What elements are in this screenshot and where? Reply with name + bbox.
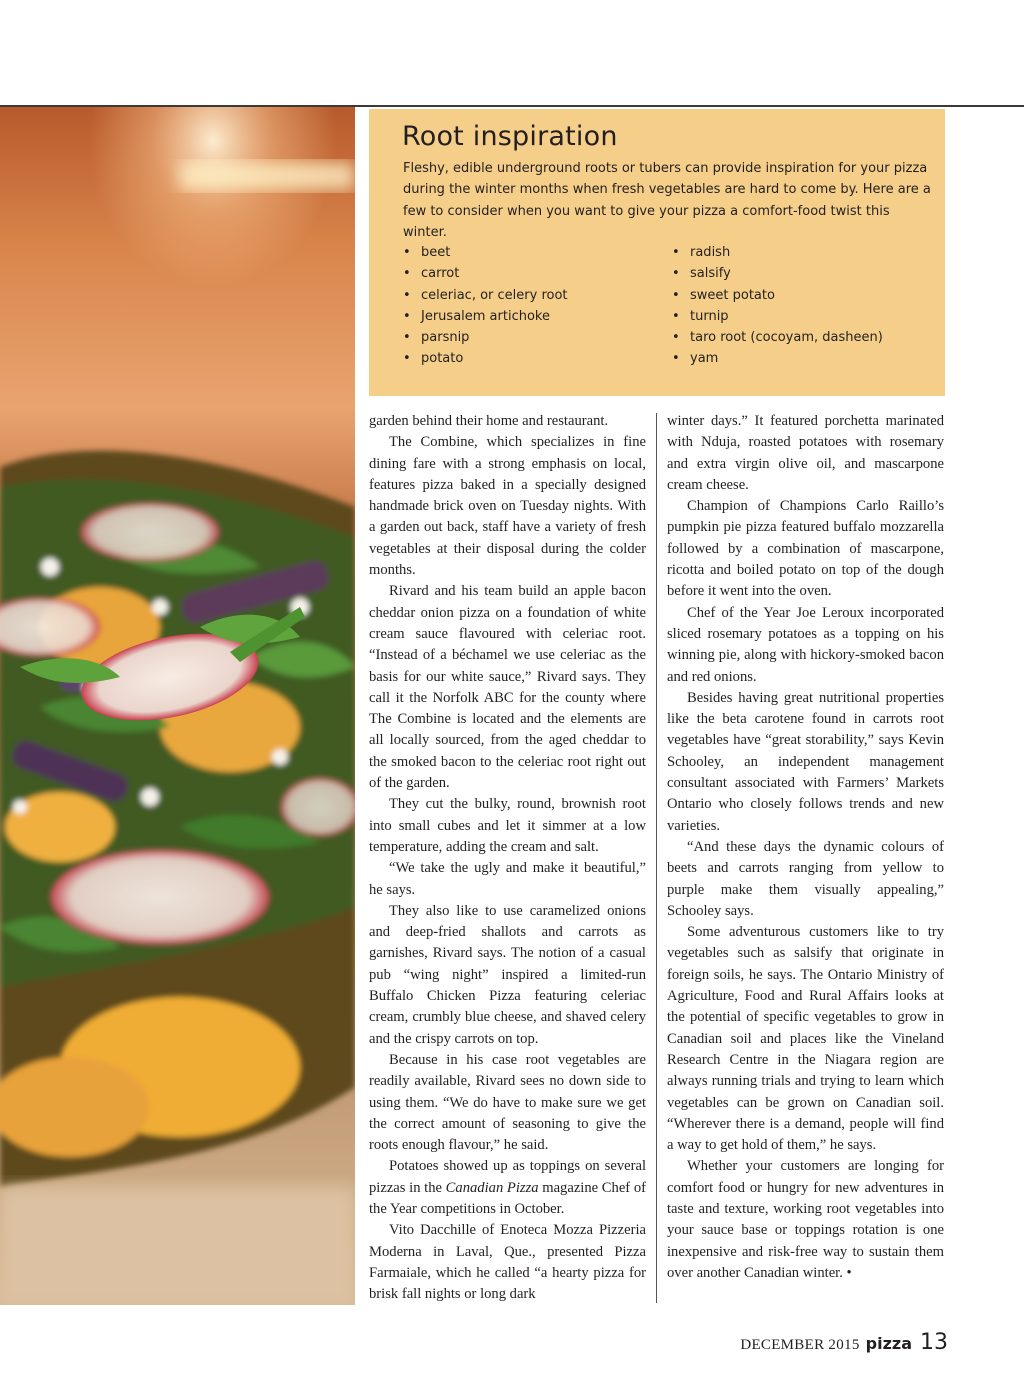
article-paragraph: Vito Dacchille of Enoteca Mozza Pizzeria Moderna in Laval, Que., presented Pizza Farmaiale, which he called “a hearty pizza for brisk fall nights or long dark bbox=[369, 1222, 646, 1303]
root-list-item: • taro root (cocoyam, dasheen) bbox=[672, 327, 883, 348]
column-divider bbox=[656, 413, 657, 1303]
article-paragraph: They also like to use caramelized onions and deep-fried shallots and carrots as garnishes, Rivard says. The notion of a casual pub “wing night” inspired a limited-run Buffalo Chicken Pizza featuring celeriac cream, crumbly blue cheese, and shaved celery and the crispy carrots on top. bbox=[369, 902, 646, 1047]
article-paragraph bbox=[369, 1156, 646, 1220]
root-list-item: • parsnip bbox=[403, 327, 568, 348]
root-inspiration-sidebar bbox=[369, 109, 945, 396]
article-paragraph: Champion of Champions Carlo Raillo’s pumpkin pie pizza featured buffalo mozzarella followed by a combination of mascarpone, ricotta and boiled potato on top of the dough before it went into the oven. bbox=[667, 498, 944, 600]
page-number: 13 bbox=[920, 1330, 948, 1355]
root-list-item: • carrot bbox=[403, 263, 568, 284]
pizza-photo-illustration bbox=[0, 107, 355, 1305]
root-list-left bbox=[403, 242, 568, 370]
article-paragraph: Whether your customers are longing for comfort food or hungry for new adventures in taste and texture, working root vegetables into your sauce base or toppings rotation is one inexpensive and risk-free way to sustain them over another Canadian winter. • bbox=[667, 1158, 944, 1281]
sidebar-intro: Fleshy, edible underground roots or tubers can provide inspiration for your pizza during the winter months when fresh vegetables are hard to come by. Here are a few to consider when you want to give your pizza a comfort-food twist this winter. bbox=[403, 161, 931, 240]
article-column-1 bbox=[369, 411, 646, 1305]
article-paragraph: garden behind their home and restaurant. bbox=[369, 413, 609, 429]
article-paragraph: They cut the bulky, round, brownish root into small cubes and let it simmer at a low temperature, adding the cream and salt. bbox=[369, 796, 646, 855]
article-paragraph: “And these days the dynamic colours of beets and carrots ranging from yellow to purple make them visually appealing,” Schooley says. bbox=[667, 838, 944, 919]
root-list-item: • celeriac, or celery root bbox=[403, 285, 568, 306]
sidebar-title: Root inspiration bbox=[402, 121, 618, 152]
article-paragraph: Besides having great nutritional properties like the beta carotene found in carrots root vegetables have “great storability,” says Kevin Schooley, an independent management consultant associated with Farmers’ Markets Ontario who closely follows trends and new varieties. bbox=[667, 689, 944, 834]
article-paragraph: Because in his case root vegetables are readily available, Rivard sees no down side to using them. “We do have to make sure we get the correct amount of seasoning to give the roots enough flavour,” he said. bbox=[369, 1051, 646, 1154]
root-list-item: • salsify bbox=[672, 263, 883, 284]
article-paragraph: winter days.” It featured porchetta marinated with Nduja, roasted potatoes with rosemary and extra virgin olive oil, and mascarpone cream cheese. bbox=[667, 413, 944, 493]
article-paragraph: Some adventurous customers like to try vegetables such as salsify that originate in foreign soils, he says. The Ontario Ministry of Agriculture, Food and Rural Affairs looks at the potential of specific vegetables to grow in Canadian soil and places like the Vineland Research Centre in the Niagara region are always running trials and trying to learn which vegetables can be grown on Canadian soil. “Wherever there is a demand, people will find a way to get hold of them,” he says. bbox=[667, 924, 944, 1154]
article-paragraph: Chef of the Year Joe Leroux incorporated sliced rosemary potatoes as a topping on his winning pie, along with hickory-smoked bacon and red onions. bbox=[667, 604, 944, 685]
paragraph-text: magazine Chef of the Year competitions in October. bbox=[369, 1179, 647, 1217]
root-list-item: • radish bbox=[672, 242, 883, 263]
root-list-item: • sweet potato bbox=[672, 285, 883, 306]
pizza-photo bbox=[0, 107, 355, 1305]
article-paragraph: The Combine, which specializes in fine dining fare with a strong emphasis on local, features pizza baked in a specially designed handmade brick oven on Tuesday nights. With a garden out back, staff have a variety of fresh vegetables at their disposal during the colder months. bbox=[369, 434, 646, 579]
paragraph-text: Potatoes showed up as toppings on several pizzas in the bbox=[369, 1158, 646, 1196]
page-footer bbox=[740, 1330, 948, 1355]
root-list-item: • turnip bbox=[672, 306, 883, 327]
magazine-title-italic: Canadian Pizza bbox=[445, 1179, 539, 1196]
root-list-item: • potato bbox=[403, 348, 568, 369]
root-list-item: • Jerusalem artichoke bbox=[403, 306, 568, 327]
root-list-right bbox=[672, 242, 883, 370]
magazine-name: pizza bbox=[865, 1334, 912, 1353]
article-paragraph: Rivard and his team build an apple bacon cheddar onion pizza on a foundation of white cream sauce flavoured with celeriac root. “Instead of a béchamel we use celeriac as the basis for our white sauce,” Rivard says. They call it the Norfolk ABC for the county where The Combine is located and the elements are all locally sourced, from the aged cheddar to the smoked bacon to the celeriac root right out of the garden. bbox=[369, 583, 646, 792]
issue-date: DECEMBER 2015 bbox=[740, 1337, 860, 1353]
root-list-item: • yam bbox=[672, 348, 883, 369]
article-column-2 bbox=[667, 411, 944, 1284]
root-list-item: • beet bbox=[403, 242, 568, 263]
article-paragraph: “We take the ugly and make it beautiful,” he says. bbox=[369, 860, 646, 898]
